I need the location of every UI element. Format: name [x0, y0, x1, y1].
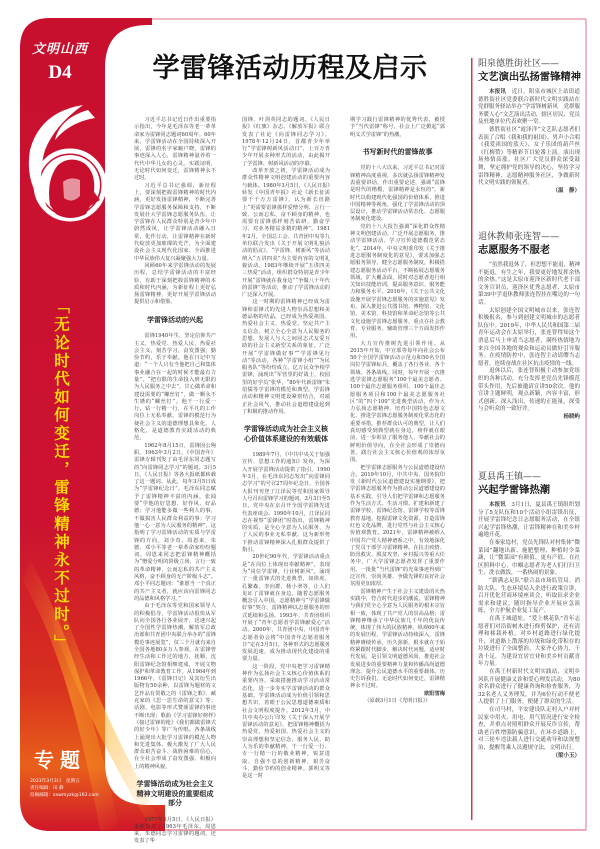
body-paragraph	[478, 368, 580, 414]
body-paragraph	[478, 308, 580, 369]
body-paragraph: 20世纪90年代，学雷锋活动重点是“在岗位上体现出奉献精神”，表现为“岗位学雷锋，行业树新风”，涌现了一批雷锋式的先进典型，如徐虎、孔繁森、李向群、杨小翠等，让人们见证了雷锋就在身边。随着志愿服务概念引入中国，志愿精神与“学雷锋做好事”契合，雷锋精神以志愿服务的形式延续和弘扬。1993年，共青团组织开展了“青年志愿者学雷锋献爱心”活动。2000年，共青团中央、中国青年志愿者协会将“中国青年志愿者服务日”定在3月5日，各种形式的志愿服务发展迅速，成为推动现代化建设的重要力量。	[242, 554, 330, 663]
article-title: 文艺演出弘扬雷锋精神	[478, 71, 581, 83]
body-paragraph: 这一阶段，党中央把学习雷锋精神作为弘扬社会主义核心价值体系的重要内容，采取措施推动学习活动常态化，进一步夯实学雷锋活动的群众基础。学雷锋活动成为价值引领和思想共识，着眼于公民思想道德素质和社会文明程度提升。2012年3月，中共中央办公厅印发《关于深入开展学雷锋活动的意见》，把雷锋精神概括为热爱党、热爱祖国、热爱社会主义的崇高理想和坚定信念，服务人民、助人为乐的奉献精神，干一行爱一行、专一行精一行的敬业精神，锐意进取、自强不息的创新精神，艰苦奋斗、勤俭节约的创业精神。郭明义等是这一时	[242, 663, 330, 780]
masthead-title: 文明山西	[31, 42, 88, 57]
article-title: 志愿服务不服老	[478, 244, 551, 256]
author-sign: （温 静）	[552, 187, 580, 194]
section-heading: 学雷锋活动成为社会主义精神文明建设的重要组成部分	[136, 780, 214, 808]
body-paragraph: 由于毛泽东等党和国家领导人的积极倡导，学雷锋活动很快从军队向全国各行各业展开，迅速兴起了全国性学雷锋热潮。解放军总政治部和共青团中央联合举办的“雷锋模范事迹展览”，仅三个月就有来自全国各地80多万人参观。在雷锋曾经生活和工作过的地方，抚顺、沈阳雷锋纪念馆相继建成，开展文物保护和革命教育工作。从1964年到1966年，《雷锋日记》及其衍生出版物有50余种，以雷锋为题材的文艺作品有贺敬之的《雷锋之歌》、臧克家的《思一思生命的意义》等；话剧、电影等形式赞颂雷锋的事迹不断出现；歌曲《学习雷锋好榜样》《接过雷锋的枪》《我们都做雷锋式的好少年》等广为传唱。各条战线上涌现出大批学习雷锋的模范人物和先进集体，极大激发了广大人民群众艰苦奋斗、战胜困难的信心，在全社会形成了奋发图强、积极向上的精神风貌。	[134, 603, 216, 770]
body-paragraph	[478, 707, 580, 753]
body-paragraph	[478, 616, 580, 669]
paragraph-text: 3月1日，夏县禹王镇组织划分了5支队伍和10个活动小组雷锋出征，开展学雷锋纪念日志愿服务活动，在全镇兴起学雷锋热潮，让雷锋精神在和美乡村遍地开花。	[478, 502, 580, 539]
body-paragraph: 1977年3月5日，《人民日报》重新发表了1963年毛泽东、周恩来、朱德同志学习雷锋的题词，还发表了华	[134, 816, 216, 845]
article-column-2	[242, 117, 330, 810]
body-paragraph: 改革开放之初，学雷锋活动成为群众性精神文明创建活动的重要内容与载体。1980年3月5日，《人民日报》转发《中国青年报》社论《新长征需要千千万万雷锋》，认为新长征路上“更需要雷锋那样爱憎分明、言行一致、公而忘私、奋不顾身的精神，也需要有雷锋那样刻苦钻研、勤奋学习、对业务精益求精的精神”。1981年2月，全国总工会、共青团中央等九单位联合发出《关于开展文明礼貌活动的倡议》，“学雷锋、树新风”等活动纳入“五讲四美”为主要内容的文明礼貌活动。1983年继续开展“五讲四美三热爱”活动，组织群众特别是青少年开展“雷锋就在我身边”“争做八十年代的雷锋”等活动，推动了学雷锋活动的广泛深入开展。	[242, 168, 330, 299]
sidebar-article-zhanglianzhi	[478, 231, 580, 421]
author-sign: 杨晓屿	[563, 413, 580, 420]
article-kicker: 退休教师张连智——	[478, 232, 560, 242]
body-paragraph: 这一时期的雷锋精神已经成为雷锋和雷锋式的先进人物崇高思想和美德品格的结晶，已经成为热爱祖国、热爱社会主义、热爱党，坚定共产主义信念，树立全心全意为人民服务的思想，发展人与人之间同志式友爱互助的社会主义新型关系的象征。广泛开展“学雷锋做好事”“学雷锋见行动”等活动，各种“学雷锋小组”“为民服务队”等纷纷成立。亿万民众争相学雷锋，涌现出“军营里的好战士，校园里的好学员”张华、“80年代新雷锋”朱伯儒等学雷锋的模范和典型。学雷锋活动和精神文明建设紧密结合，对端正社会风气，推动社会道德建设起到了积极的推动作用。	[242, 299, 330, 415]
body-paragraph	[478, 502, 580, 540]
paragraph-text: 近日，阳泉市城区上站街道德胜街社区党委联合新时代文明实践站在党群服务驿站举办“学雷锋树新风 党群服务暖人心”文艺演出活动，辖区居民、党员及驻地单位代表欢聚一堂。	[478, 89, 580, 126]
paragraph-text: “薪满志足队”联合县市场监管局、消防大队、生态环境局入企进行政策宣讲，召开优化营商环境座谈会，听取征求企业需求和建议，随时指导企业开展应急演练，全力护航企业复工复产。	[478, 577, 580, 615]
article-column-1	[134, 117, 216, 845]
sidebar-article-yangquan	[478, 58, 580, 195]
body-paragraph	[478, 540, 580, 578]
body-paragraph: 习近平总书记近日作出重要指示指出，今年是毛泽东等老一辈革命家为雷锋同志题词60周年。60年来，学雷锋活动在全国持续深入开展，雷锋的名字家喻户晓，雷锋的事迹深入人心，雷锋精神滋养着一代代中华儿女的心灵。实践证明，无论时代如何变迁，雷锋精神永不过时。	[134, 117, 216, 182]
body-paragraph	[478, 578, 580, 616]
paragraph-text: 德胜街社区“霞泽洋”文艺队志愿者们表演了合唱《我和我的祖国》、男声小合唱《我爱祖国的蓝天》、女子乐团的葫芦丝《红梅赞》等精彩节目轮番上演。演出现场热情高涨，社区广大党员群众深受鼓舞，坚定拥护党的领导的决心，坚持学习雷锋精神、志愿精神服务社区，争做新时代文明实践的领航者。	[478, 126, 580, 187]
page-headline: 学雷锋活动历程及启示	[152, 53, 428, 84]
body-paragraph: 雷锋1940年生，坚定信仰共产主义，热爱党、热爱人民、热爱社会主义，刻苦学习，奋发图强，勤俭节约，乐于奉献。他在日记中写道：“一个人只有当他把自己和集体事业融合在一起的时候才能最有力量”，“把有限的生命投入到无限的为人民服务之中去”，甘心做革命和建设需要的“螺丝钉”，做一颗永不生锈的“螺丝钉”。他干一行爱一行，钻一行精一行，在平凡的工作岗位上无私奉献。雷锋的模范行为使社会主义的道德理想具象化、人格化，是道德教育实践活动的典范。	[134, 333, 216, 442]
editor: 责任编辑：田 静	[30, 786, 64, 791]
author-sign: （梁小玉）	[552, 752, 580, 759]
issue-date: 2023年3月3日 星期五	[30, 779, 80, 784]
paragraph-text: “虽然我退休了，但思想不能退，精神不能退，有生之年，我要更好地发挥余热的余热。”这是太原市迎泽区新时代老干部文务宣讲员、迎泽区优秀志愿者、太原市第39中学退休教师张连智挂在嘴边的一句话。	[478, 262, 580, 306]
article-title: 兴起学雷锋热潮	[478, 484, 551, 496]
article-column-3	[350, 117, 445, 810]
paragraph-text: 退休以后，张连智积极主动参加党组织的各种活动，充分发挥老党员先锋模范带头作用，先后被邀请宣讲50余次。他的宣讲主题鲜明，观点新颖，内容丰富，形式创新，深入浅出，传递的正能量，深受与会听众的一致好评。	[478, 368, 580, 413]
section-name: 专题	[34, 748, 86, 772]
body-paragraph: 习近平总书记强调，新征程上，要深刻把握雷锋精神的时代内涵，更好发扬雷锋精神，不断完善学雷锋志愿服务保障和支持，不断发展壮大学雷锋志愿服务队伍，让学雷锋在人民群众特别是青少年中蔚然成风，让学雷锋活动融入日常、化作行动，让雷锋精神在新时代绽放更加璀璨的光芒，为全面建设社会主义现代化国家、全面推进中华民族伟大复兴凝聚强大力量。	[134, 182, 216, 262]
paragraph-text: 太原创建全国文明城市以来，张连智积极报名，参与到创建文明城市的志愿者队伍中。2019年，中华人民共和国第二届青年运动会在太原举行，张连智得知这个消息后马上申请当志愿者，满怀热情地为来自全国各地的观众和运动员做好引导服务。在疫情防控中，张连智主动请缨当志愿者，连续奋战在社区抗击疫情的一线。	[478, 307, 580, 367]
body-paragraph: 国锋、叶剑英同志的题词。《人民日报》《红旗》杂志、《解放军报》联合发表了社论《向雷锋同志学习》。1978年12月24日，首都青少年举行“学雷锋树新风活动日”，上百万青少年开展多种形式的活动，由此揭开了学雷锋、树新风活动的序幕。	[242, 117, 330, 167]
body-paragraph: 1989年7月，《中共中央关于加强宣传、思想工作的通知》发布，为深入开展学雷锋活动提供了指引。1990年3月，在毛泽东同志发出“向雷锋同志学习”的号召27周年纪念日，全国各大报刊刊登了江泽民等党和国家领导人号召向雷锋学习的题词。3月3日至5日，党中央在京召开全国学雷锋先进代表座谈会。1990年10月，江泽民同志在视察“雷锋团”时指出，雷锋精神的实质，是全心全意为人民服务，为了人民的事业无私奉献。这为新形势下推动雷锋精神深入扎根群众提供了指引。	[242, 452, 330, 554]
section-heading: 书写新时代的雷锋故事	[362, 147, 433, 156]
body-paragraph	[478, 262, 580, 308]
article-kicker: 夏县禹王镇——	[478, 472, 542, 482]
body-paragraph: 把学雷锋志愿服务与公民道德建设结合。2019年10月，中共中央、国务院印发《新时代公民道德建设实施纲要》，把学雷锋志愿服务作为推动公民道德建设的基本实践，引导人们把学雷锋和志愿服务作为生活方式、生活习惯。扩建和新建了雷锋学校、雷锋纪念馆、雷锋学校等雷锋教育基地，挖掘雷锋文化资源，打造雷锋红色文化品牌，进行党性与社会主义核心价值观教育。2021年，雷锋精神被纳入中国共产党人精神谱系之中，有效地深化了党员干部学习雷锋精神。在抗击疫情、防汛救灾、脱贫攻坚、乡村振兴等重大任务中，广大学雷锋志愿者发挥了重要作用。一批批“当代雷锋”的光荣事迹得到广泛宣传，崇尚英雄、争做先锋的良好社会氛围更加浓厚。	[350, 464, 445, 588]
body-paragraph: 党的十八大报告强调“深化群众性精神文明创建活动，广泛开展志愿服务，推动学雷锋活动、学习宣传道德模范常态化”。2014年，中央文明委印发《关于推进志愿服务制度化的意见》，要求加强志愿服务领导，健全志愿服务制度，积极搭建志愿服务活动平台，不断拓展志愿服务领域，扩大覆盖面，同时对志愿者进行相关知识技能培训，提高服务意识、服务能力和服务水平。2016年，《关于公共文化设施开展学雷锋志愿服务的实施意见》发布，深入推进公共图书馆、博物馆、文化馆、美术馆、科技馆和革命纪念馆等公共文化设施学雷锋志愿服务，重点在社会教育、专业服务、辅助管理三个方面发挥作用。	[350, 223, 445, 340]
submission-email: 投稿邮箱：sxwmyzk@163.com	[30, 793, 99, 798]
page-number: D4	[48, 62, 72, 83]
sidebar-article-yuwang	[478, 471, 580, 760]
paragraph-text: 在秦家埝村，党员先锋队对村集体“微菜园”翻地出新、施肥整理、种植时令菜蔬，让“微菜园”有颜值、更有产值。在社区照料中心，巾帼志愿者为老人们打扫卫生、洗衣做饭，一番热闹的景象。	[478, 539, 580, 577]
article-kicker: 阳泉德胜街社区——	[478, 59, 560, 69]
body-paragraph: 1962年8月15日，雷锋因公殉职。1963年3月2日，《中国青年》雷锋专辑刊发了由毛泽东同志题写的“向雷锋同志学习”的题词。3月5日，《人民日报》等各大报纸都转载了这一题词。从此，每年3月5日成为“学雷锋纪念日”。毛泽东同志赋予了雷锋精神丰富的内涵。张闻要“学他的好思想、好作风、好品德；学习他能多做一些利人的事，不做损害人民群众利益的事；学习他一心一意为人民服务的精神”，这指明了学习雷锋活动的实质与学雷锋的方向。刘少奇、周恩来、朱德、邓小平等老一辈革命家纷纷题词。周恩来同志把雷锋精神概括为“憎爱分明的阶级立场，言行一致的革命精神，公而忘私的共产主义风格，奋不顾身的无产阶级斗志”。邓小平同志题词：“谁愿当一个真正的共产主义者，就应该向雷锋同志的品德和风格学习。”	[134, 442, 216, 602]
body-paragraph: 回顾60年来学雷锋活动的发展历程，总结学雷锋活动的丰富经验，有助于深刻把握雷锋精神的本质和时代内涵，为新征程上更好弘扬雷锋精神，更好开展学雷锋活动提供启示和借鉴。	[134, 262, 216, 306]
section-heading: 学雷锋活动成为社会主义核心价值体系建设的有效载体	[244, 425, 328, 443]
pull-quote: 「无论时代如何变迁，雷锋精神永不过时。」	[52, 298, 70, 653]
source-note: （原载3月1日《光明日报》）	[364, 698, 431, 705]
dateline-lead: 本报讯	[489, 502, 506, 508]
body-paragraph: 大力宣传推树先进引领作用。从2015年开始，中宣部等每年向社会公布50个全国学雷锋活动示范点和50名全国岗位学雷锋标兵，覆盖了各行各业、各个领域、各条战线。同时，每年开展一次推选学雷锋志愿服务“100个最美志愿者、100个最佳志愿服务组织、100个最佳志愿服务项目和100个最美志愿服务社区”的“四个100”先进典型活动，作为大力弘扬志愿精神、培育中国特色志愿文化、推进学雷锋志愿服务制度化常态化的重要举措。推荐群众认可的典型，让人们真切感受到典型就在身边，榜样就在眼前，进一步彰显了服务他人、奉献社会的鲜明价值导向，在全社会形成了崇德向善、践行社会主义核心价值观的浓厚氛围。	[350, 340, 445, 464]
dateline-lead: 本报讯	[489, 89, 507, 95]
body-paragraph: 期学习践行雷锋精神的优秀代表，被授予“当代雷锋”称号，社会上广泛掀起“郭明义式学雷锋”的热潮。	[350, 117, 445, 138]
paragraph-text: 在禹王村新时代文明实践站，文明乡风队开展健康义诊和爱心理发活动，为80余名群众进行了健康咨询和检查服务，为32名老人义务理发，并为6位行动不便老人提供了上门服务，便捷了群众的生活。	[478, 669, 580, 706]
paragraph-text: 在司马村，平安建设队走村入户对村民家中用火、用电、用气情况进行安全检查，并重点对照明群众开展反诈宣传，帮助老百姓增强防骗意识。在环乡道路上，对三轮车违法载人进行交通劝导和法规整治，提醒驾乘人员遵规守法，文明出行。	[478, 707, 580, 751]
body-paragraph	[478, 669, 580, 707]
body-paragraph	[478, 127, 580, 188]
author-byline: 欧阳雪梅	[424, 690, 445, 697]
body-paragraph: 雷锋精神产生于社会主义建设的火热实践中，符合时代进步的潮流，雷锋精神与我们党全心全意为人民服务的根本宗旨相一致，体现了共产党人的崇高品格；雷锋精神继承了中华民族几千年的优良传统，体现了伟大的民族精神。纵观60年来的发展历程，学雷锋活动持续深入，雷锋精神赓续传承，历久弥新，根本就在于始终紧跟时代脚步，解决时代问题，适应时代发展，是引领文明道德风尚、推进社会发展进步的重要精神力量和传播高尚道德理念、提升公民道德水平的重要载体。历史告诉我们，无论时代如何变迁，雷锋精神永不过时。	[350, 588, 445, 690]
body-paragraph	[478, 89, 580, 127]
side-column-rule	[471, 58, 473, 820]
body-paragraph: 党的十八大以来，习近平总书记对雷锋精神高度重视，多次就弘扬雷锋精神发表重要讲话，作出重要论述，强调“雷锋是时代的楷模，雷锋精神是永恒的”。新时代以构建现代化强国的价值体系、推进中国精神等视角，强化了学雷锋活动的顶层设计，推动学雷锋活动常态化、志愿服务制度化建设。	[350, 165, 445, 223]
section-heading: 学雷锋活动的兴起	[147, 315, 203, 324]
paragraph-text: 在禹王城遗址，“爱上桃花队”青年志愿者们对沿街树木进行修剪保护，还有清理和移栽补植，对乡村道路进行绿化提升，对道路上散落的垃圾和绿化带积存的垃圾进行了全面整治，大家齐心协力，干劲十足，为建设宜居宜业和美乡村贡献青年力量。	[478, 615, 580, 668]
